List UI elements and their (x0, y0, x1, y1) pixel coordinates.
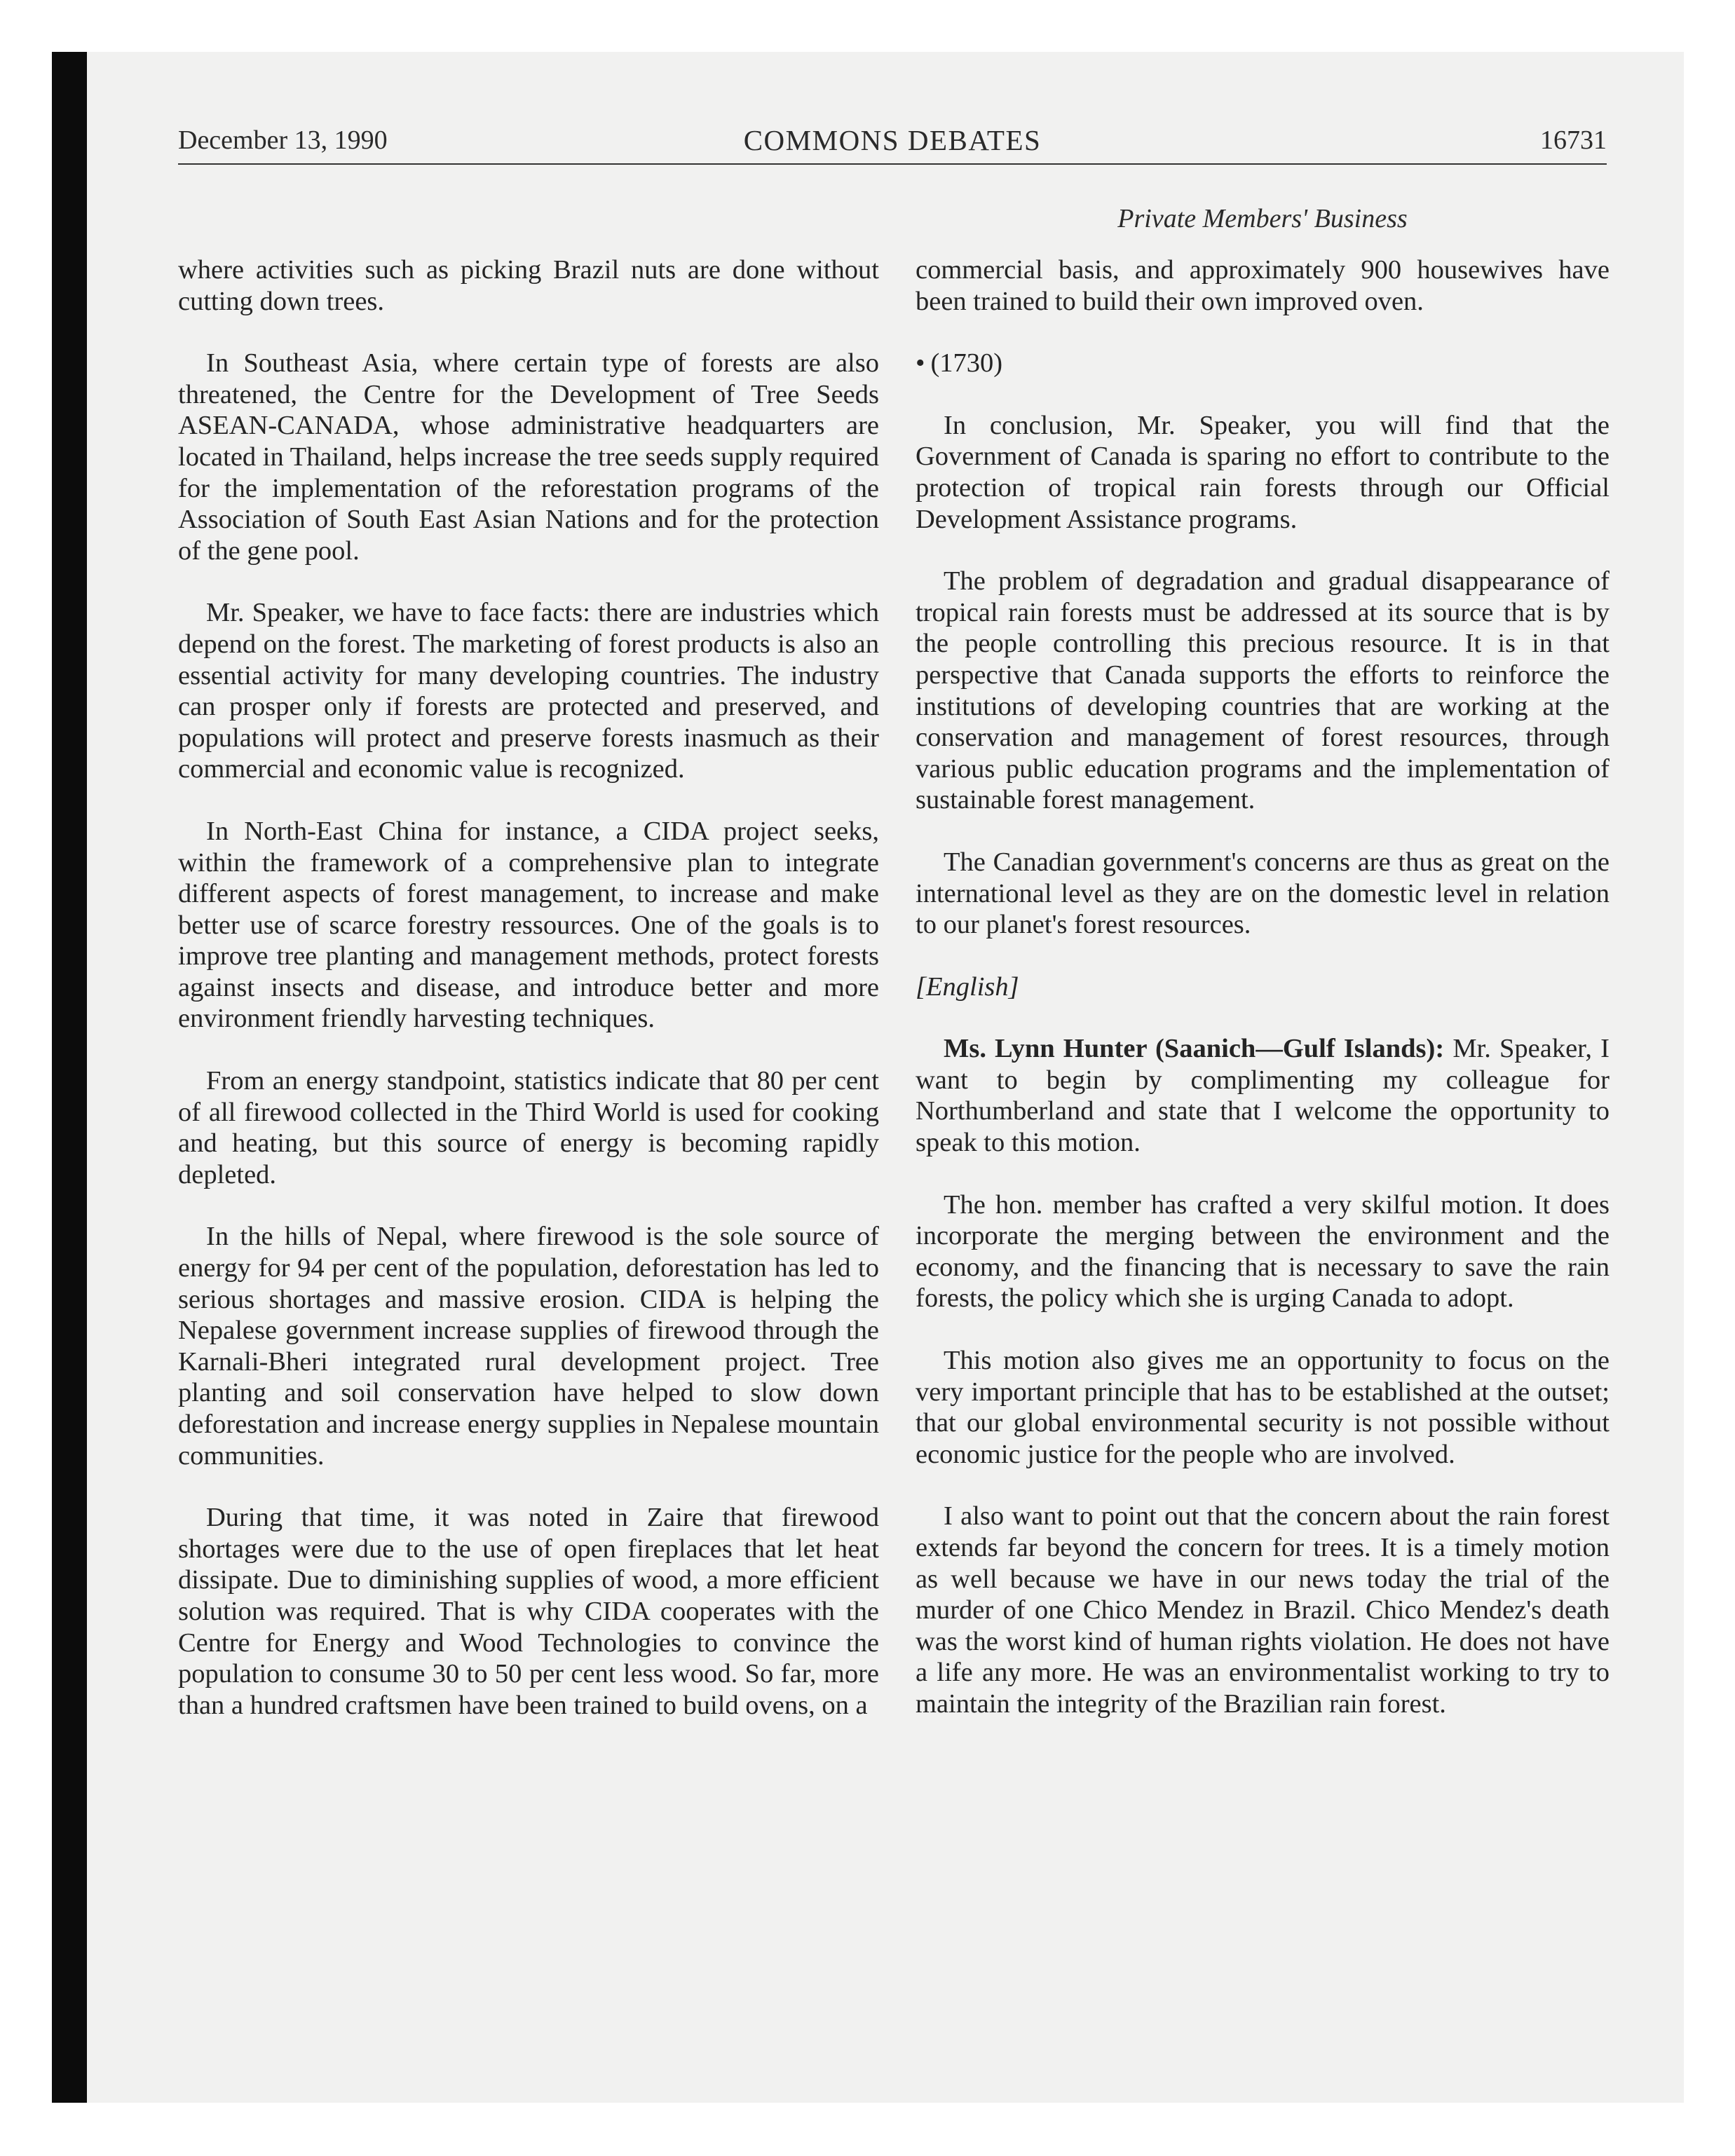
paragraph: From an energy standpoint, statistics indicate that 80 per cent of all firewood collected in the Third World is used for cooking and heating, but this source of energy is becoming rapidly depleted. (178, 1066, 879, 1189)
paragraph: In Southeast Asia, where certain type of forests are also threatened, the Centre for the Development of Tree Seeds ASEAN-CANADA, whose administrative headquarters are located in Thailand, helps increase the tree seeds supply required for the implementation of the reforestation programs of the Association of South East Asian Nations and for the protection of the gene pool. (178, 348, 879, 566)
running-head (178, 119, 1607, 163)
paragraph: Mr. Speaker, we have to face facts: there are industries which depend on the forest. The marketing of forest products is also an essential activity for many developing countries. The industry can prosper only if forests are protected and preserved, and populations will protect and preserve forests inasmuch as their commercial and economic value is recognized. (178, 598, 879, 784)
paragraph: commercial basis, and approximately 900 housewives have been trained to build their own improved oven. (916, 255, 1610, 316)
section-heading: Private Members' Business (1117, 204, 1408, 233)
paragraph: The Canadian government's concerns are thus as great on the international level as they are on the domestic level in relation to our planet's forest resources. (916, 847, 1610, 940)
paragraph: In the hills of Nepal, where firewood is the sole source of energy for 94 per cent of the population, deforestation has led to serious shortages and massive erosion. CIDA is helping the Nepalese government increase supplies of firewood through the Karnali-Bheri integrated rural development project. Tree planting and soil conservation have helped to slow down deforestation and increase energy supplies in Nepalese mountain communities. (178, 1222, 879, 1471)
time-stamp-text: (1730) (930, 348, 1003, 378)
speaker-name: Ms. Lynn Hunter (Saanich—Gulf Islands): (944, 1034, 1445, 1064)
publication-title: COMMONS DEBATES (743, 124, 1042, 156)
speech-paragraph (916, 1033, 1610, 1158)
language-tag (916, 971, 1610, 1003)
right-column (916, 254, 1610, 1720)
paragraph: In North-East China for instance, a CIDA project seeks, within the framework of a comprehensive plan to integrate different aspects of forest management, to increase and make better use of scarce forestry ressources. One of the goals is to improve tree planting and management methods, protect forests against insects and disease, and introduce better and more environment friendly harvesting techniques. (178, 816, 879, 1034)
time-stamp (916, 348, 1610, 379)
paragraph: During that time, it was noted in Zaire that firewood shortages were due to the use of open fireplaces that let heat dissipate. Due to diminishing supplies of wood, a more efficient solution was required. That is why CIDA cooperates with the Centre for Energy and Wood Technologies to convince the population to consume 30 to 50 per cent less wood. So far, more than a hundred craftsmen have been trained to build ovens, on a (178, 1503, 879, 1720)
paragraph: The hon. member has crafted a very skilful motion. It does incorporate the merging between the environment and the economy, and the financing that is necessary to save the rain forests, the policy which she is urging Canada to adopt. (916, 1189, 1610, 1314)
header-rule (178, 163, 1607, 165)
bullet-icon: • (916, 348, 925, 378)
left-column (178, 254, 879, 1721)
speech-text: Mr. Speaker, I want to begin by complimenting my colleague for Northumberland and state that I welcome the opportunity to speak to this motion. (916, 1034, 1610, 1158)
paragraph: The problem of degradation and gradual disappearance of tropical rain forests must be addressed at its source that is by the people controlling this precious resource. It is in that perspective that Canada supports the efforts to reinforce the institutions of developing countries that are working at the conservation and management of forest resources, through various public education programs and the implementation of sustainable forest management. (916, 566, 1610, 815)
binding-edge (52, 52, 87, 2103)
paragraph: This motion also gives me an opportunity to focus on the very important principle that has to be established at the outset; that our global environmental security is not possible without economic justice for the people who are involved. (916, 1346, 1610, 1469)
language-tag-text: [English] (916, 971, 1019, 1002)
page-number: 16731 (1540, 125, 1607, 155)
paragraph: In conclusion, Mr. Speaker, you will find that the Government of Canada is sparing no effort to contribute to the protection of tropical rain forests through our Official Development Assistance programs. (916, 410, 1610, 534)
header-date: December 13, 1990 (178, 125, 388, 155)
paragraph: I also want to point out that the concern about the rain forest extends far beyond the concern for trees. It is a timely motion as well because we have in our news today the trial of the murder of one Chico Mendez in Brazil. Chico Mendez's death was the worst kind of human rights violation. He does not have a life any more. He was an environmentalist working to try to maintain the integrity of the Brazilian rain forest. (916, 1501, 1610, 1719)
paragraph: where activities such as picking Brazil nuts are done without cutting down trees. (178, 255, 879, 316)
